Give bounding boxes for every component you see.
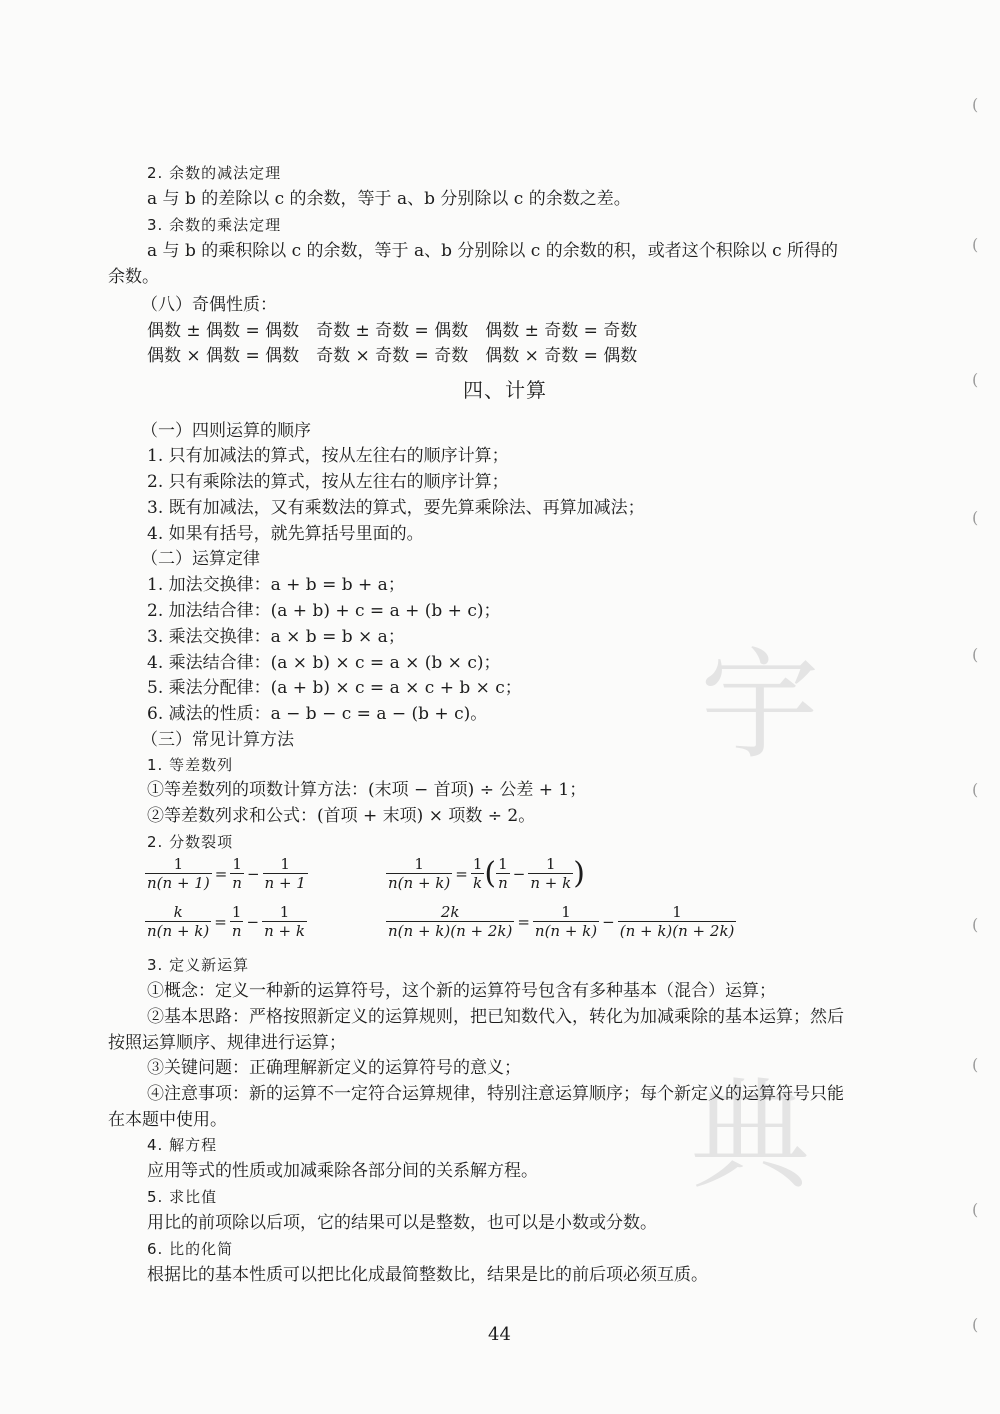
- numerator: 1: [472, 855, 483, 873]
- fraction: [230, 903, 244, 940]
- scan-mark: (: [972, 1200, 979, 1219]
- scan-mark: (: [972, 915, 979, 934]
- fraction: [528, 855, 573, 892]
- formula-2: [386, 855, 585, 892]
- numerator: 1: [498, 855, 508, 873]
- fraction: [386, 903, 514, 940]
- scan-mark: (: [972, 235, 979, 254]
- subheading-ratio-value: 5. 求比值: [147, 1188, 218, 1206]
- text-line: 1. 只有加减法的算式，按从左往右的顺序计算；: [147, 446, 509, 466]
- scan-mark: (: [972, 645, 979, 664]
- text-line: ①概念：定义一种新的运算符号，这个新的运算符号包含有多种基本（混合）运算；: [147, 981, 776, 1001]
- parity-rule-line: 偶数 ± 偶数 = 偶数 奇数 ± 奇数 = 偶数 偶数 ± 奇数 = 奇数: [147, 321, 638, 341]
- denominator: n: [231, 922, 242, 940]
- fraction: [262, 903, 307, 940]
- page-number: 44: [488, 1324, 511, 1345]
- subheading-new-operation: 3. 定义新运算: [147, 956, 250, 974]
- equals-sign: =: [214, 864, 228, 883]
- section-title: 四、计算: [463, 378, 547, 402]
- formula-3: [145, 903, 307, 940]
- numerator: 1: [545, 855, 556, 873]
- scan-mark: (: [972, 1315, 979, 1334]
- formula-4: [386, 903, 736, 940]
- numerator: k: [173, 903, 183, 921]
- text-line: 按照运算顺序、规律进行运算；: [108, 1033, 346, 1053]
- scan-mark: (: [972, 780, 979, 799]
- denominator: n(n + k): [147, 922, 210, 940]
- scan-mark: (: [972, 370, 979, 389]
- text-line: 用比的前项除以后项，它的结果可以是整数，也可以是小数或分数。: [147, 1213, 657, 1233]
- text-line: ③关键问题：正确理解新定义的运算符号的意义；: [147, 1058, 521, 1078]
- text-line: 余数。: [108, 267, 159, 287]
- numerator: 1: [280, 855, 290, 873]
- text-line: 应用等式的性质或加减乘除各部分间的关系解方程。: [147, 1161, 538, 1181]
- text-line: ②基本思路：严格按照新定义的运算规则，把已知数代入，转化为加减乘除的基本运算；然后: [147, 1007, 844, 1027]
- text-line: ①等差数列的项数计算方法：(末项 − 首项) ÷ 公差 + 1；: [147, 780, 587, 800]
- scan-mark: (: [972, 508, 979, 527]
- text-line: 根据比的基本性质可以把比化成最简整数比，结果是比的前后项必须互质。: [147, 1265, 708, 1285]
- text-line: a 与 b 的差除以 c 的余数，等于 a、b 分别除以 c 的余数之差。: [147, 189, 631, 209]
- law-line: 1. 加法交换律：a + b = b + a；: [147, 575, 405, 595]
- fraction: [496, 855, 510, 892]
- equals-sign: =: [214, 912, 227, 931]
- subheading-ratio-simplify: 6. 比的化简: [147, 1240, 234, 1258]
- subheading-fraction-splitting: 2. 分数裂项: [147, 833, 234, 851]
- denominator: n + 1: [264, 874, 306, 892]
- equals-sign: =: [517, 912, 530, 931]
- watermark-glyph-2: 典: [690, 1067, 810, 1206]
- minus-sign: −: [602, 912, 615, 931]
- minus-sign: −: [512, 864, 526, 883]
- text-line: 3. 既有加减法，又有乘数法的算式，要先算乘除法、再算加减法；: [147, 498, 645, 518]
- scan-mark: (: [972, 95, 979, 114]
- denominator: n(n + k): [534, 922, 598, 940]
- fraction: [533, 903, 599, 940]
- denominator: n(n + k): [388, 874, 451, 892]
- denominator: (n + k)(n + 2k): [619, 922, 735, 940]
- text-line: ②等差数列求和公式：(首项 + 末项) × 项数 ÷ 2。: [147, 806, 536, 826]
- fraction: [471, 855, 485, 892]
- numerator: 1: [231, 903, 242, 921]
- parity-rule-line: 偶数 × 偶数 = 偶数 奇数 × 奇数 = 奇数 偶数 × 奇数 = 偶数: [147, 346, 638, 366]
- fraction: [386, 855, 452, 892]
- minus-sign: −: [246, 912, 260, 931]
- numerator: 1: [279, 903, 290, 921]
- minus-sign: −: [246, 864, 260, 883]
- fraction: [145, 903, 211, 940]
- law-line: 2. 加法结合律：(a + b) + c = a + (b + c)；: [147, 601, 501, 621]
- law-line: 4. 乘法结合律：(a × b) × c = a × (b × c)；: [147, 653, 501, 673]
- text-line: 在本题中使用。: [108, 1110, 227, 1130]
- numerator: 1: [173, 855, 184, 873]
- law-line: 6. 减法的性质：a − b − c = a − (b + c)。: [147, 704, 488, 724]
- text-line: ④注意事项：新的运算不一定符合运算规律，特别注意运算顺序；每个新定义的运算符号只能: [147, 1084, 844, 1104]
- denominator: n(n + 1): [147, 874, 210, 892]
- law-line: 5. 乘法分配律：(a + b) × c = a × c + b × c；: [147, 678, 522, 698]
- law-line: 3. 乘法交换律：a × b = b × a；: [147, 627, 405, 647]
- denominator: n(n + k)(n + 2k): [388, 922, 513, 940]
- numerator: 2k: [440, 903, 460, 921]
- text-line: 4. 如果有括号，就先算括号里面的。: [147, 524, 424, 544]
- section-label-parity: （八）奇偶性质：: [141, 295, 277, 315]
- subheading-arithmetic-sequence: 1. 等差数列: [147, 756, 234, 774]
- denominator: n + k: [264, 922, 305, 940]
- numerator: 1: [672, 903, 682, 921]
- subheading-remainder-multiplication: 3. 余数的乘法定理: [147, 216, 282, 234]
- subheading-remainder-subtraction: 2. 余数的减法定理: [147, 164, 282, 182]
- numerator: 1: [232, 855, 242, 873]
- section-label: （二）运算定律: [141, 549, 260, 569]
- watermark-glyph-1: 宇: [700, 637, 820, 776]
- fraction: [230, 855, 244, 892]
- fraction: [263, 855, 308, 892]
- subheading-solve-equation: 4. 解方程: [147, 1136, 218, 1154]
- section-label: （一）四则运算的顺序: [141, 421, 311, 441]
- fraction: [145, 855, 212, 892]
- numerator: 1: [414, 855, 424, 873]
- denominator: k: [473, 874, 483, 892]
- equals-sign: =: [455, 864, 468, 883]
- numerator: 1: [561, 903, 571, 921]
- section-label: （三）常见计算方法: [141, 730, 294, 750]
- right-paren: ): [573, 855, 585, 891]
- left-paren: (: [484, 855, 497, 891]
- scan-mark: (: [972, 1055, 979, 1074]
- denominator: n: [232, 874, 242, 892]
- denominator: n: [498, 874, 508, 892]
- formula-1: [145, 855, 308, 892]
- text-line: a 与 b 的乘积除以 c 的余数，等于 a、b 分别除以 c 的余数的积，或者这个积除以 c 所得的: [147, 241, 839, 261]
- fraction: [618, 903, 737, 940]
- denominator: n + k: [530, 874, 572, 892]
- text-line: 2. 只有乘除法的算式，按从左往右的顺序计算；: [147, 472, 509, 492]
